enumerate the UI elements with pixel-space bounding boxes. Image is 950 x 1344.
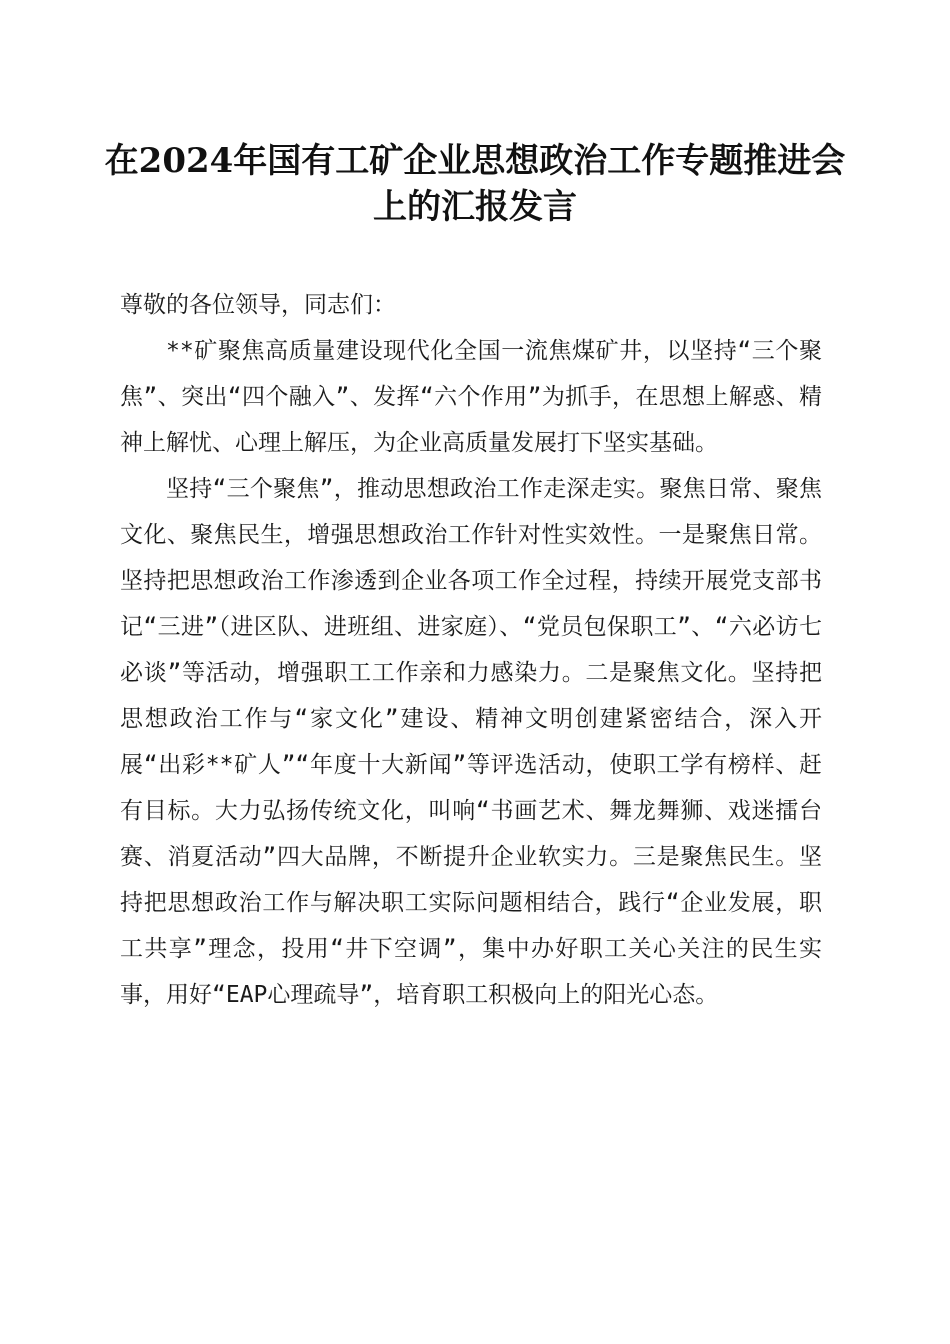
document-title: 在2024年国有工矿企业思想政治工作专题推进会上的汇报发言 <box>104 141 846 227</box>
paragraph-intro: **矿聚焦高质量建设现代化全国一流焦煤矿井，以坚持“三个聚焦”、突出“四个融入”、发挥“六个作用”为抓手，在思想上解惑、精神上解忧、心理上解压，为企业高质量发展打下坚实基础。 <box>120 338 822 456</box>
salutation: 尊敬的各位领导，同志们： <box>120 292 396 318</box>
paragraph-three-focuses: 坚持“三个聚焦”，推动思想政治工作走深走实。聚焦日常、聚焦文化、聚焦民生，增强思想政治工作针对性实效性。一是聚焦日常。坚持把思想政治工作渗透到企业各项工作全过程，持续开展党支部书记“三进”（进区队、进班组、进家庭）、“党员包保职工”、“六必访七必谈”等活动，增强职工工作亲和力感染力。二是聚焦文化。坚持把思想政治工作与“家文化”建设、精神文明创建紧密结合，深入开展“出彩**矿人”“年度十大新闻”等评选活动，使职工学有榜样、赶有目标。大力弘扬传统文化，叫响“书画艺术、舞龙舞狮、戏迷擂台赛、消夏活动”四大品牌，不断提升企业软实力。三是聚焦民生。坚持把思想政治工作与解决职工实际问题相结合，践行“企业发展，职工共享”理念，投用“井下空调”，集中办好职工关心关注的民生实事，用好“EAP心理疏导”，培育职工积极向上的阳光心态。 <box>120 476 822 1008</box>
document-body <box>120 282 822 1018</box>
